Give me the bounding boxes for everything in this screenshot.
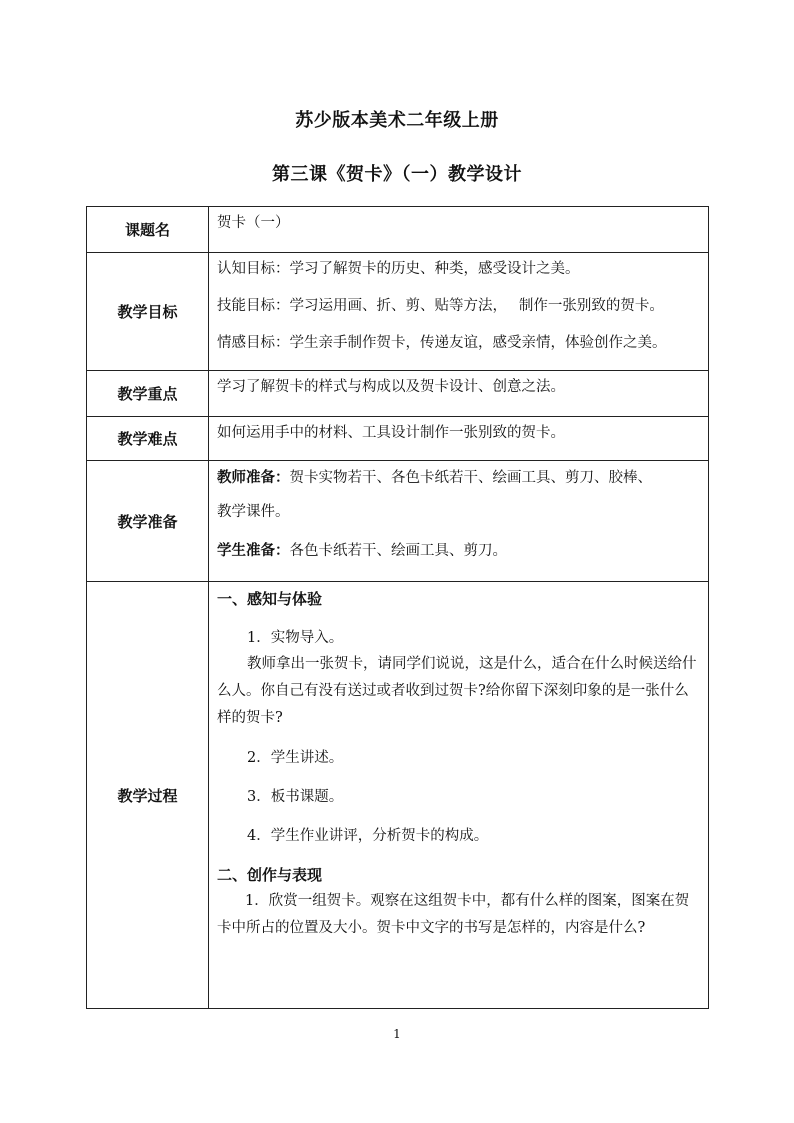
section-1-title: 一、感知与体验 [217, 590, 323, 608]
process-step-1: 1．实物导入。 [247, 630, 344, 646]
key-points-content [209, 371, 709, 417]
table-row-objectives [87, 253, 709, 371]
process-step-4: 4．学生作业讲评，分析贺卡的构成。 [247, 828, 489, 844]
teacher-preparation [217, 466, 702, 491]
key-points-label: 教学重点 [87, 371, 209, 417]
topic-value [209, 207, 709, 253]
student-preparation-label: 学生准备： [217, 543, 290, 559]
process-paragraph-2: 1．欣赏一组贺卡。观察在这组贺卡中，都有什么样的图案，图案在贺卡中所占的位置及大小。贺卡中文字的书写是怎样的，内容是什么? [217, 893, 690, 936]
objective-cognitive: 认知目标：学习了解贺卡的历史、种类，感受设计之美。 [217, 261, 580, 277]
section-2-title: 二、创作与表现 [217, 866, 323, 884]
student-preparation [217, 539, 702, 564]
process-paragraph-1: 教师拿出一张贺卡，请同学们说说，这是什么，适合在什么时候送给什么人。你自己有没有送过或者收到过贺卡?给你留下深刻印象的是一张什么样的贺卡? [217, 656, 697, 726]
process-step-2: 2．学生讲述。 [247, 750, 344, 766]
document-title: 苏少版本美术二年级上册 [295, 110, 499, 131]
process-label: 教学过程 [87, 582, 209, 1009]
student-preparation-text: 各色卡纸若干、绘画工具、剪刀。 [289, 543, 507, 559]
table-row-process [87, 582, 709, 1009]
topic-text: 贺卡（一） [217, 215, 290, 231]
teacher-preparation-text-2: 教学课件。 [217, 504, 290, 520]
objective-skill: 技能目标：学习运用画、折、剪、贴等方法， 制作一张别致的贺卡。 [217, 298, 664, 314]
difficulties-text: 如何运用手中的材料、工具设计制作一张别致的贺卡。 [217, 425, 565, 441]
objectives-content [209, 253, 709, 371]
document-subtitle: 第三课《贺卡》（一）教学设计 [272, 164, 522, 185]
teacher-preparation-label: 教师准备： [217, 470, 290, 486]
preparation-content [209, 461, 709, 582]
table-row-preparation [87, 461, 709, 582]
topic-label: 课题名 [87, 207, 209, 253]
page-number: 1 [393, 1027, 401, 1041]
lesson-plan-table [86, 206, 709, 1009]
objectives-label: 教学目标 [87, 253, 209, 371]
key-points-text: 学习了解贺卡的样式与构成以及贺卡设计、创意之法。 [217, 379, 565, 395]
table-row-difficulties [87, 417, 709, 461]
table-row-topic [87, 207, 709, 253]
objective-emotion: 情感目标：学生亲手制作贺卡，传递友谊，感受亲情，体验创作之美。 [217, 335, 667, 351]
process-content [209, 582, 709, 1009]
table-row-key-points [87, 371, 709, 417]
preparation-label: 教学准备 [87, 461, 209, 582]
teacher-preparation-text-1: 贺卡实物若干、各色卡纸若干、绘画工具、剪刀、胶棒、 [289, 470, 652, 486]
difficulties-label: 教学难点 [87, 417, 209, 461]
process-step-3: 3．板书课题。 [247, 789, 344, 805]
difficulties-content [209, 417, 709, 461]
